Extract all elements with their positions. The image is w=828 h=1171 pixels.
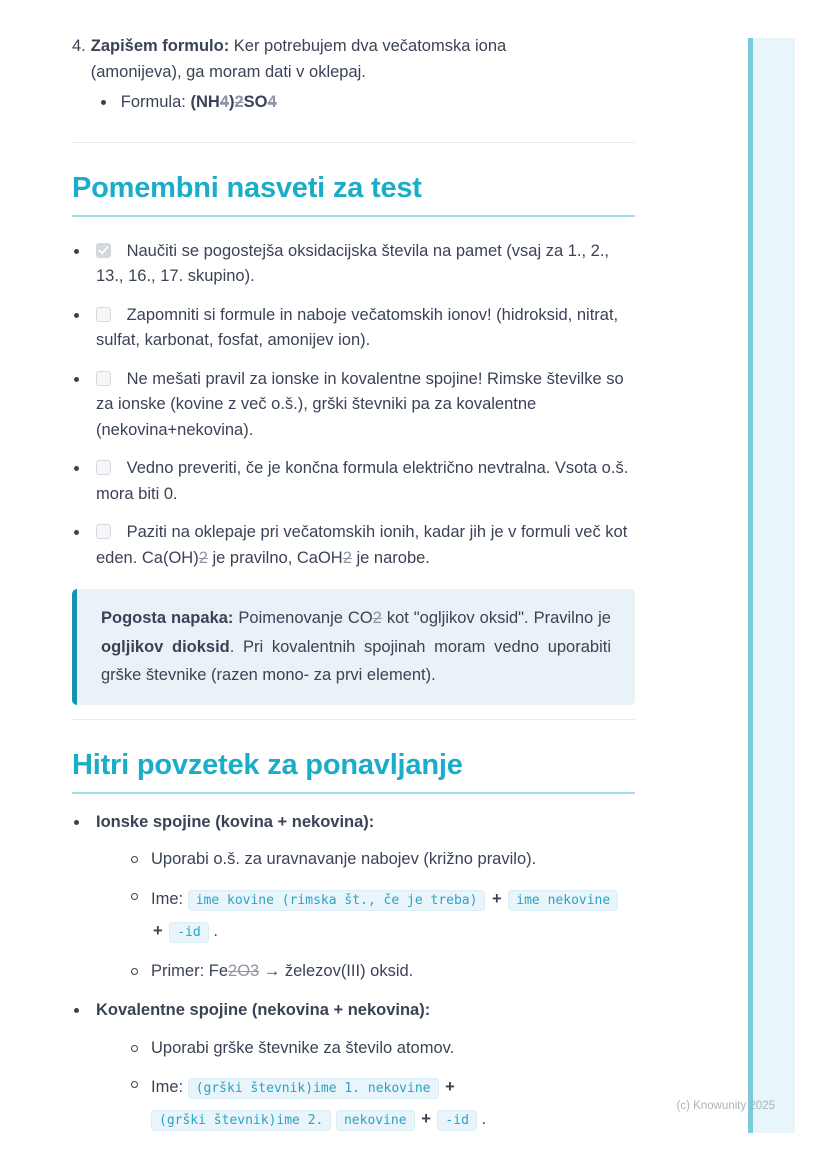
- checklist-item: [72, 456, 635, 507]
- bullet-icon: [74, 313, 79, 318]
- formula-subscript: 2: [234, 93, 244, 111]
- code-chip: -id: [437, 1110, 476, 1131]
- text-run: . Pri kovalentnih spojinah moram vedno uporabiti grške števnike (razen mono- za prvi element).: [101, 637, 612, 684]
- code-chip: (grški števnik)ime 1. nekovine: [188, 1078, 439, 1099]
- text-run: → železov(III) oksid.: [259, 961, 414, 980]
- summary-subitem-naming: [129, 884, 635, 948]
- bullet-icon: [74, 530, 79, 535]
- summary-item-covalent: [72, 998, 635, 1136]
- circle-bullet-icon: [131, 893, 138, 900]
- circle-bullet-icon: [131, 1045, 138, 1052]
- callout-label: Pogosta napaka:: [101, 609, 234, 627]
- checkbox-unchecked[interactable]: [96, 524, 111, 539]
- checkbox-checked[interactable]: [96, 243, 111, 258]
- bullet-icon: [74, 820, 79, 825]
- section-heading-tips: Pomembni nasveti za test: [72, 171, 422, 204]
- bullet-icon: [74, 377, 79, 382]
- summary-subitem: [129, 1036, 635, 1062]
- checklist-item: [72, 520, 635, 571]
- checkbox-unchecked[interactable]: [96, 460, 111, 475]
- code-chip: ime nekovine: [508, 890, 618, 911]
- bullet-icon: [74, 466, 79, 471]
- plus-sign: +: [153, 921, 163, 940]
- check-icon: [98, 246, 109, 255]
- summary-subitem: [129, 847, 635, 873]
- summary-heading: Ionske spojine (kovina + nekovina):: [96, 812, 375, 831]
- plus-sign: +: [445, 1078, 455, 1096]
- text-run: kot "ogljikov oksid". Pravilno je: [381, 609, 611, 627]
- circle-bullet-icon: [131, 1081, 138, 1088]
- text-run: Uporabi grške števnike za število atomov.: [151, 1038, 455, 1057]
- summary-item-ionic: [72, 810, 635, 985]
- callout-common-mistake: [72, 589, 635, 705]
- formula-subscript: 2O3: [228, 961, 260, 980]
- checklist-item: [72, 367, 635, 444]
- formula-subscript: 2: [198, 548, 208, 567]
- circle-bullet-icon: [131, 968, 138, 975]
- code-chip: (grški števnik)ime 2.: [151, 1110, 331, 1131]
- checklist-text: Ne mešati pravil za ionske in kovalentne spojine! Rimske številke so za ionske (kovine z več o.š.), grški števniki pa za kovalentne (nekovina+nekovina).: [96, 369, 624, 439]
- summary-list: [72, 810, 635, 1137]
- numbered-item-4: [72, 34, 550, 116]
- checklist-text: Vedno preveriti, če je končna formula električno nevtralna. Vsota o.š. mora biti 0.: [96, 459, 629, 503]
- checklist: [72, 239, 635, 572]
- formula-part: SO: [243, 93, 268, 111]
- formula-subscript: 4: [219, 93, 229, 111]
- checklist-item: [72, 239, 635, 290]
- checklist-text: Zapomniti si formule in naboje večatomskih ionov! (hidroksid, nitrat, sulfat, karbonat, fosfat, amonijev ion).: [96, 305, 619, 349]
- paragraph: [91, 34, 550, 85]
- bullet-icon: [74, 1008, 79, 1013]
- checklist-text: je pravilno, CaOH: [207, 548, 343, 567]
- section-divider: [72, 719, 635, 720]
- formula-subscript: 2: [372, 609, 382, 627]
- checklist-text: je narobe.: [351, 548, 430, 567]
- code-chip: nekovine: [336, 1110, 415, 1131]
- text-run: .: [481, 1110, 487, 1128]
- checklist-text: Naučiti se pogostejša oksidacijska števila na pamet (vsaj za 1., 2., 13., 16., 17. skupino).: [96, 241, 609, 285]
- code-chip: ime kovine (rimska št., če je treba): [188, 890, 486, 911]
- heading-underline: [72, 792, 635, 794]
- margin-highlight-bar: [748, 38, 795, 1133]
- plus-sign: +: [492, 889, 502, 908]
- formula-label: Formula:: [120, 93, 191, 111]
- summary-subitem-example: [129, 959, 635, 985]
- checklist-text: Paziti na oklepaje pri večatomskih ionih, kadar jih je v formuli več kot eden. Ca(OH): [96, 523, 628, 567]
- summary-sublist: [96, 1036, 635, 1137]
- text-run: Ker potrebujem dva večatomska iona (amonijeva), ga moram dati v oklepaj.: [90, 37, 507, 81]
- callout-text: [101, 604, 611, 690]
- list-number: 4.: [72, 37, 86, 55]
- formula-part: ): [228, 93, 235, 111]
- bold-run: ogljikov dioksid: [101, 637, 230, 656]
- summary-sublist: [96, 847, 635, 984]
- list-item-formula: [91, 90, 550, 116]
- document-page: [72, 34, 635, 1150]
- copyright-notice: (c) Knowunity 2025: [676, 1100, 775, 1112]
- text-run: Uporabi o.š. za uravnavanje nabojev (križno pravilo).: [151, 850, 537, 868]
- section-divider: [72, 142, 635, 143]
- ime-label: Ime:: [151, 1078, 184, 1096]
- checkbox-unchecked[interactable]: [96, 371, 111, 386]
- numbered-item-body: [91, 34, 550, 116]
- ime-label: Ime:: [151, 889, 184, 908]
- formula-part: (NH: [190, 93, 220, 111]
- bold-run: Zapišem formulo:: [90, 37, 230, 55]
- plus-sign: +: [421, 1110, 431, 1128]
- circle-bullet-icon: [131, 856, 138, 863]
- checkbox-unchecked[interactable]: [96, 307, 111, 322]
- code-chip: -id: [169, 922, 208, 943]
- heading-underline: [72, 215, 635, 217]
- formula-subscript: 2: [342, 548, 352, 567]
- text-run: .: [213, 921, 218, 940]
- formula-subscript: 4: [267, 93, 277, 111]
- text-run: Primer: Fe: [151, 961, 229, 980]
- summary-heading: Kovalentne spojine (nekovina + nekovina):: [96, 1001, 431, 1019]
- section-heading-summary: Hitri povzetek za ponavljanje: [72, 748, 463, 781]
- checklist-item: [72, 303, 635, 354]
- bullet-icon: [101, 100, 106, 105]
- text-run: Poimenovanje CO: [233, 609, 373, 627]
- bullet-icon: [74, 249, 79, 254]
- summary-subitem-naming: [129, 1072, 635, 1136]
